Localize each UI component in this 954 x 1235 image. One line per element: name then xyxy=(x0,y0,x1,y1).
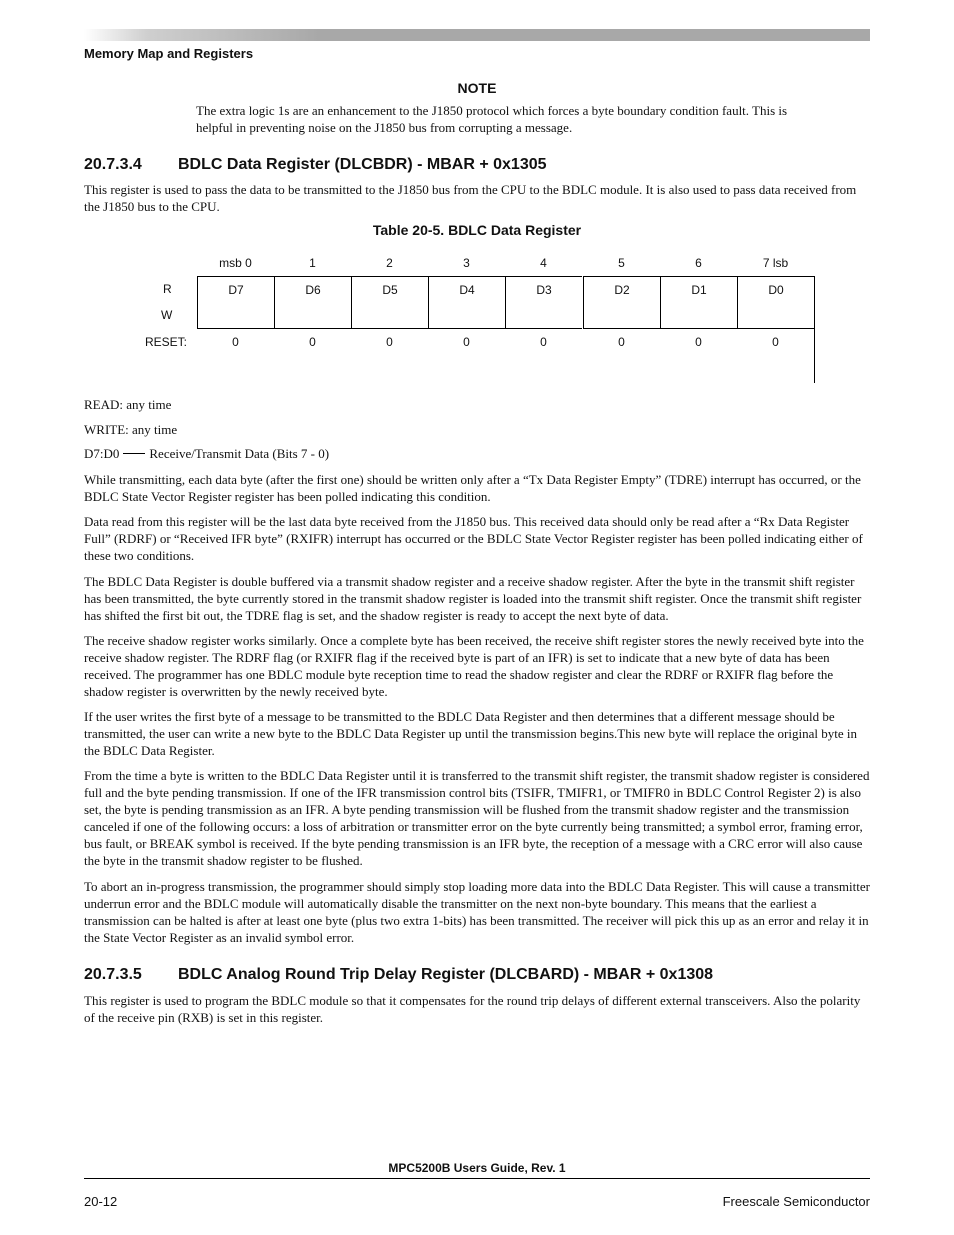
paragraph: From the time a byte is written to the BDLC Data Register until it is transferred to the transmit shift register, the transmit shadow register is considered full and the byte pending transmission. If one of the IFR transmission control bits (TSIFR, TMIFR1, or TMIFR0 in BDLC Control Register 2) is also set, the byte is pending transmission as an IFR. A byte pending transmission will be flushed from the transmit shadow register and the transmission canceled if one of the following occurs: a loss of arbitration or transmitter error on the byte currently being transmitted; a symbol error, framing error, bus fault, or BREAK symbol is received. If the byte pending transmission is an IFR byte, the reception of a message with a CRC error will also cause the byte in the transmit shadow register to be flushed. xyxy=(84,768,870,868)
bit-label: 6 xyxy=(695,256,702,270)
note-text: The extra logic 1s are an enhancement to the J1850 protocol which forces a byte boundary condition fault. This is helpful in preventing noise on the J1850 bus from corrupting a message. xyxy=(196,103,788,135)
section-number: 20.7.3.4 xyxy=(84,156,142,173)
register-field: D1 xyxy=(660,276,737,329)
field-description xyxy=(84,445,870,462)
section-intro-dlcbard xyxy=(84,992,870,1026)
paragraph: This register is used to program the BDLC module so that it compensates for the round trip delays of different external transceivers. Also the polarity of the receive pin (RXB) is set in this register. xyxy=(84,993,861,1025)
bit-label: 7 lsb xyxy=(762,256,789,270)
register-field: D6 xyxy=(274,276,351,329)
footer-doc-title: MPC5200B Users Guide, Rev. 1 xyxy=(388,1161,566,1175)
reset-value: 0 xyxy=(463,335,470,349)
paragraph: This register is used to pass the data to be transmitted to the J1850 bus from the CPU to the BDLC module. It is also used to pass data received from the J1850 bus to the CPU. xyxy=(84,182,857,214)
paragraph: The receive shadow register works similarly. Once a complete byte has been received, the receive shift register stores the newly received byte into the receive shadow register. The RDRF flag (or RXIFR flag if the received byte is part of an IFR) is set to indicate that a new byte of data has been received. The programmer has one BDLC module byte reception time to read the shadow register and clear the RDRF or RXIFR flag before the shadow register is overwritten by the newly received byte. xyxy=(84,633,864,699)
section-title: BDLC Analog Round Trip Delay Register (DLCBARD) - MBAR + 0x1308 xyxy=(178,966,714,983)
body-paragraph xyxy=(84,471,870,505)
body-paragraph xyxy=(84,767,870,869)
reset-value: 0 xyxy=(772,335,779,349)
paragraph: If the user writes the first byte of a message to be transmitted to the BDLC Data Register and then determines that a different message should be transmitted, the user can write a new byte to the BDLC Data Register up until the transmission begins.This new byte will replace the original byte in the BDLC Data Register. xyxy=(84,709,857,758)
field-name: D7:D0 xyxy=(84,446,120,461)
body-paragraph xyxy=(84,708,870,759)
reset-value: 0 xyxy=(540,335,547,349)
row-label-write: W xyxy=(161,308,173,322)
reset-value: 0 xyxy=(232,335,239,349)
register-field: D7 xyxy=(197,276,274,329)
footer-rule xyxy=(84,1178,870,1179)
paragraph: WRITE: any time xyxy=(84,422,178,437)
row-label-reset: RESET: xyxy=(145,335,188,349)
bit-label: 5 xyxy=(618,256,625,270)
paragraph: While transmitting, each data byte (after the first one) should be written only after a “Tx Data Register Empty” (TDRE) interrupt has occurred, or the BDLC State Vector Register register has been polled indicating this condition. xyxy=(84,472,861,504)
register-field: D5 xyxy=(351,276,428,329)
access-read xyxy=(84,396,870,413)
paragraph: To abort an in-progress transmission, the programmer should simply stop loading more data into the BDLC Data Register. This will cause a transmitter underrun error and the BDLC module will automatically disable the transmitter on the next non-byte boundary. This means that the earliest a transmission can be halted is after at least one byte (plus two extra 1-bits) has been transmitted. The receiver will pick this up as an error and relay it in the State Vector Register as an invalid symbol error. xyxy=(84,879,870,945)
bit-label: 3 xyxy=(463,256,470,270)
table-title: Table 20-5. BDLC Data Register xyxy=(372,222,582,238)
section-title: BDLC Data Register (DLCBDR) - MBAR + 0x1305 xyxy=(178,156,547,173)
body-paragraph xyxy=(84,573,870,624)
body-paragraph xyxy=(84,513,870,564)
header-rule xyxy=(84,29,870,41)
paragraph: The BDLC Data Register is double buffered via a transmit shadow register and a receive shadow register. After the byte in the transmit shift register has been transmitted, the byte currently stored in the transmit shadow register is loaded into the transmit shift register. Once the transmit shift register has shifted the first bit out, the TDRE flag is set, and the shadow register is ready to accept the next byte of data. xyxy=(84,574,862,623)
running-title: Memory Map and Registers xyxy=(84,46,254,61)
section-heading-dlcbard xyxy=(84,966,713,984)
section-heading-dlcbdr xyxy=(84,156,547,174)
row-label-read: R xyxy=(163,282,172,296)
bit-label: 4 xyxy=(540,256,547,270)
bit-label: msb 0 xyxy=(219,256,252,270)
paragraph: Data read from this register will be the last data byte received from the J1850 bus. This received data should only be read after a “Rx Data Register Full” (RDRF) or “Received IFR byte” (RXIFR) interrupt has occurred or the BDLC State Vector Register register has been polled indicating either of these two conditions. xyxy=(84,514,863,563)
section-intro-dlcbdr xyxy=(84,181,870,215)
reset-value: 0 xyxy=(309,335,316,349)
register-field: D4 xyxy=(428,276,505,329)
register-field: D0 xyxy=(737,276,815,329)
reset-row-border xyxy=(814,329,815,383)
register-field: D2 xyxy=(583,276,660,329)
em-dash xyxy=(123,453,145,454)
note-title: NOTE xyxy=(457,80,497,96)
bit-label: 1 xyxy=(309,256,316,270)
reset-value: 0 xyxy=(618,335,625,349)
bit-label: 2 xyxy=(386,256,393,270)
paragraph: READ: any time xyxy=(84,397,172,412)
section-number: 20.7.3.5 xyxy=(84,966,142,983)
register-field: D3 xyxy=(505,276,582,329)
reset-value: 0 xyxy=(386,335,393,349)
footer-company: Freescale Semiconductor xyxy=(722,1194,870,1209)
field-desc: Receive/Transmit Data (Bits 7 - 0) xyxy=(149,446,330,461)
reset-value: 0 xyxy=(695,335,702,349)
access-write xyxy=(84,421,870,438)
page-number: 20-12 xyxy=(84,1194,118,1209)
body-paragraph xyxy=(84,878,870,946)
body-paragraph xyxy=(84,632,870,700)
